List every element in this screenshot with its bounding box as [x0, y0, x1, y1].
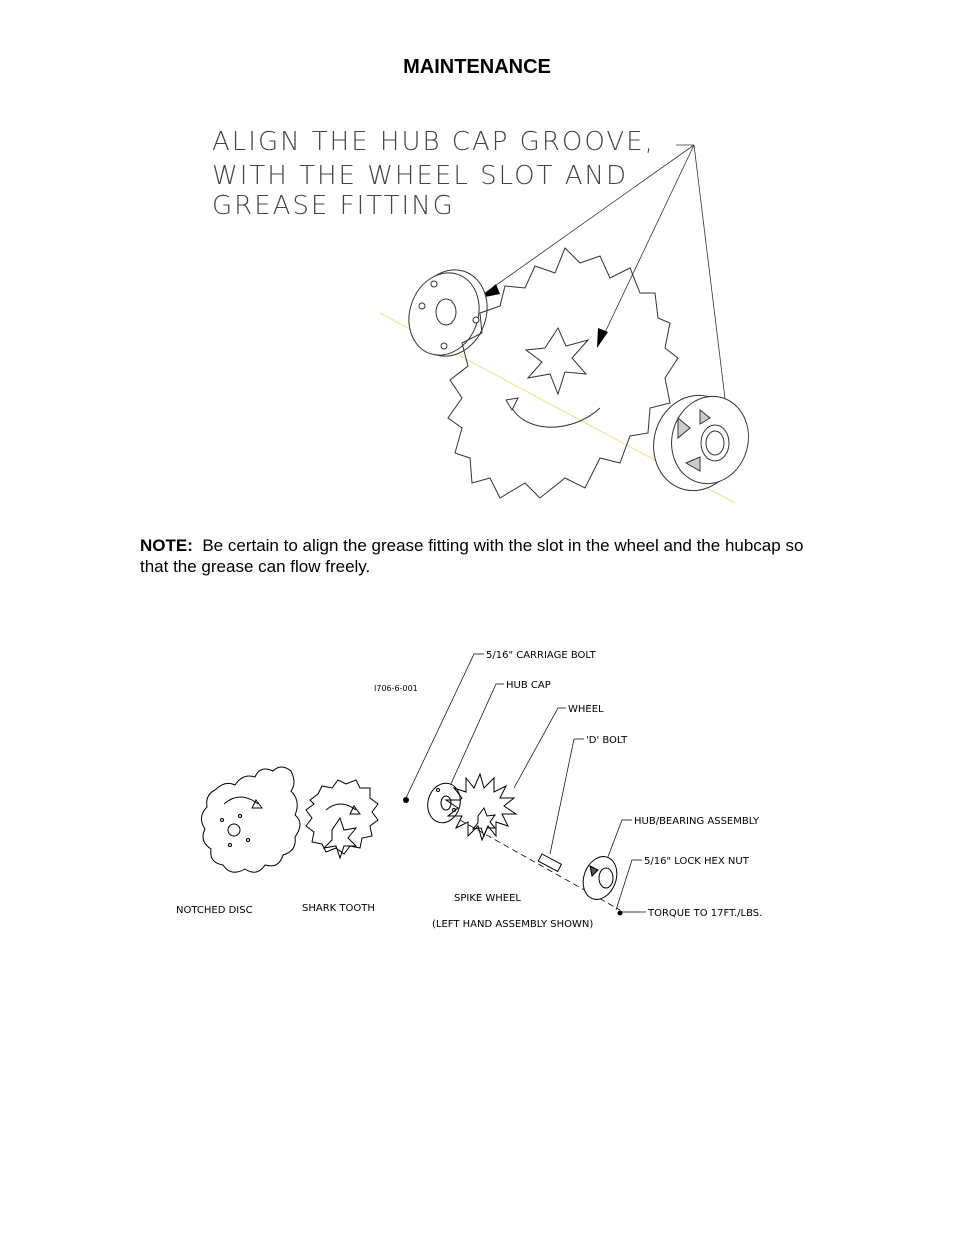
callout-line-2: WITH THE WHEEL SLOT AND — [212, 161, 628, 191]
note-text: Be certain to align the grease fitting with the slot in the wheel and the hubcap so that the grease can flow freely. — [140, 536, 804, 576]
label-torque: TORQUE TO 17FT./LBS. — [648, 908, 763, 919]
spike-wheel-part — [446, 774, 516, 840]
hub-cap-part — [423, 780, 464, 827]
spike-wheel — [448, 248, 678, 498]
label-notched-disc: NOTCHED DISC — [176, 905, 253, 916]
notched-disc — [201, 767, 300, 872]
hub-bearing-part — [577, 852, 622, 904]
label-wheel: WHEEL — [568, 704, 604, 715]
hub-cap — [398, 259, 499, 366]
label-carriage-bolt: 5/16" CARRIAGE BOLT — [486, 650, 596, 661]
callout-line-1: ALIGN THE HUB CAP GROOVE, — [212, 127, 655, 157]
hub-bearing-assembly — [643, 386, 758, 500]
label-hub-cap: HUB CAP — [506, 680, 551, 691]
page-title: MAINTENANCE — [403, 56, 551, 78]
lock-nut — [618, 911, 623, 916]
parts-diagram — [160, 640, 800, 940]
label-spike-wheel: SPIKE WHEEL — [454, 893, 521, 904]
carriage-bolt — [403, 797, 409, 803]
shark-tooth-wheel — [306, 780, 378, 858]
label-assembly-note: (LEFT HAND ASSEMBLY SHOWN) — [432, 919, 594, 930]
alignment-diagram — [200, 118, 760, 518]
drawing-id: I706-6-001 — [374, 684, 418, 693]
label-d-bolt: 'D' BOLT — [586, 735, 628, 746]
note-paragraph — [140, 535, 820, 577]
callout-line-3: GREASE FITTING — [212, 191, 455, 221]
note-label: NOTE: — [140, 536, 193, 555]
label-lock-nut: 5/16" LOCK HEX NUT — [644, 856, 749, 867]
d-bolt — [538, 854, 561, 871]
label-hub-bearing: HUB/BEARING ASSEMBLY — [634, 816, 760, 827]
label-shark-tooth: SHARK TOOTH — [302, 903, 375, 914]
